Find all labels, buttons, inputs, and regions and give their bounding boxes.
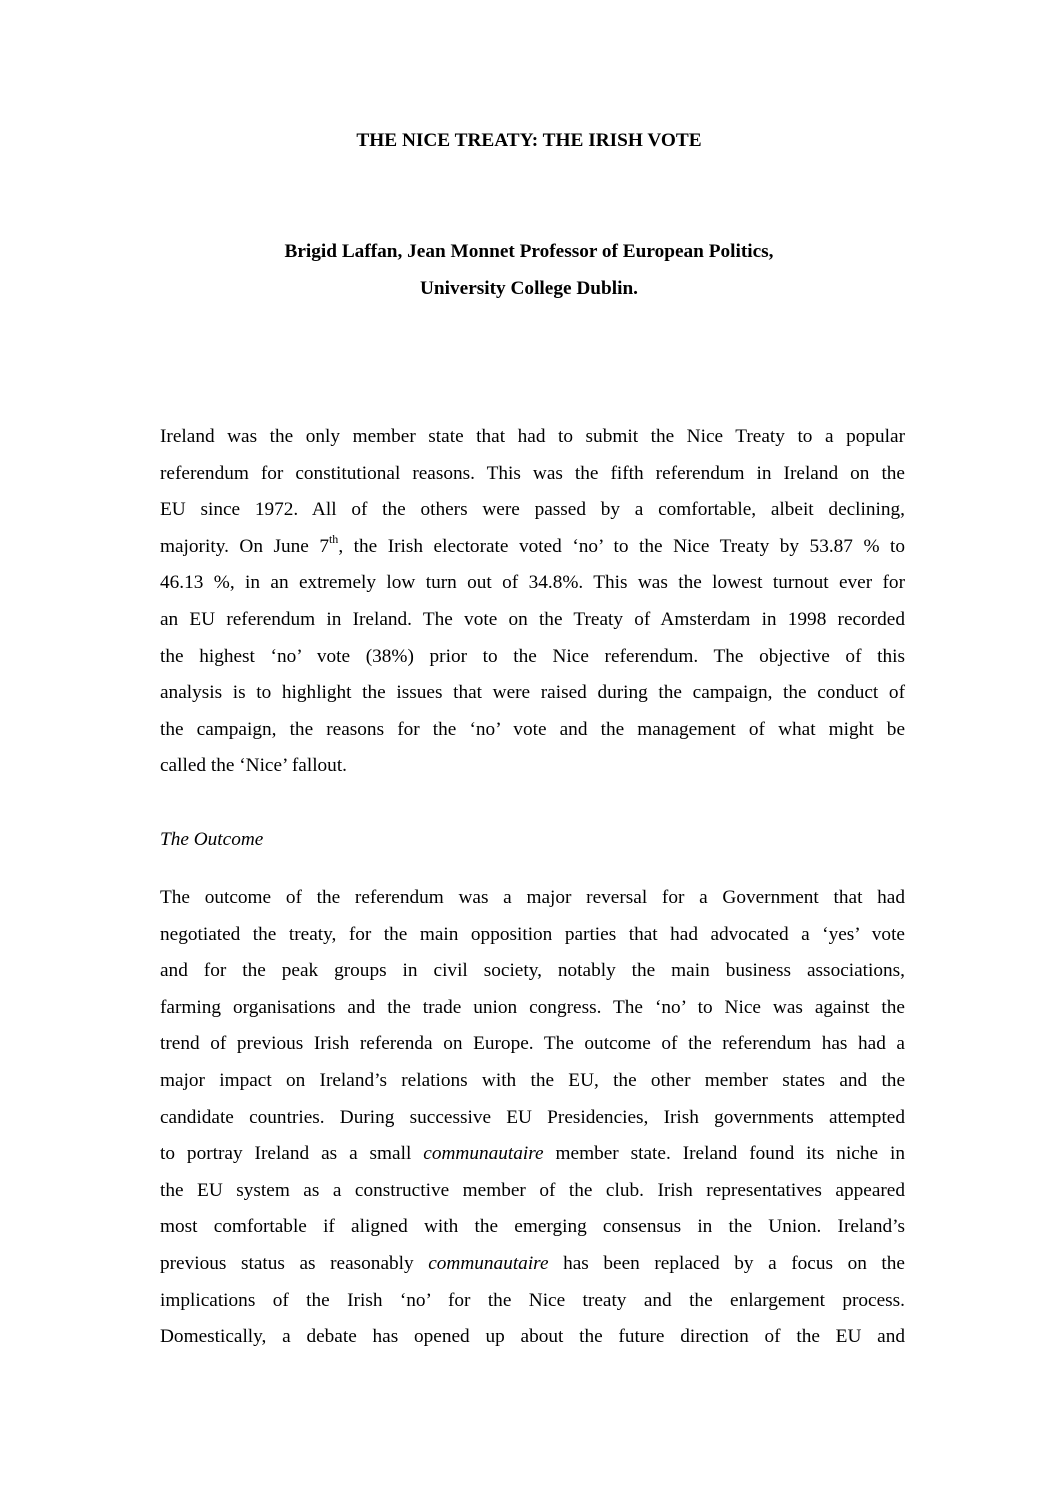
author-line-1: Brigid Laffan, Jean Monnet Professor of European Politics, <box>284 241 774 262</box>
text-segment: previous status as reasonably <box>160 1252 429 1274</box>
text-line <box>160 1026 905 1063</box>
text-segment: 46.13 %, in an extremely low turn out of 34.8%. This was the lowest turnout ever for <box>160 572 905 594</box>
text-segment: The outcome of the referendum was a major reversal for a Government that had <box>160 887 905 908</box>
text-segment: the highest ‘no’ vote (38%) prior to the Nice referendum. The objective of this <box>160 645 905 667</box>
text-line <box>160 990 905 1027</box>
text-segment: communautaire <box>423 1143 544 1165</box>
text-segment: negotiated the treaty, for the main opposition parties that had advocated a ‘yes’ vote <box>160 923 905 945</box>
text-segment: and for the peak groups in civil society, notably the main business associations, <box>160 960 905 982</box>
text-segment: trend of previous Irish referenda on Europe. The outcome of the referendum has had a <box>160 1033 905 1055</box>
text-segment: major impact on Ireland’s relations with the EU, the other member states and the <box>160 1069 905 1091</box>
text-line <box>160 880 905 917</box>
text-segment: to portray Ireland as a small <box>160 1143 424 1165</box>
text-segment: communautaire <box>428 1252 549 1274</box>
text-segment: Domestically, a debate has opened up about the future direction of the EU and <box>160 1326 905 1348</box>
text-line <box>160 419 905 456</box>
text-line <box>160 953 905 990</box>
text-line <box>160 1100 905 1137</box>
text-line <box>160 492 905 529</box>
paragraph-outcome <box>160 880 905 1356</box>
text-line <box>160 1319 905 1356</box>
text-segment: farming organisations and the trade union congress. The ‘no’ to Nice was against the <box>160 996 905 1018</box>
text-line <box>160 1136 905 1173</box>
text-line <box>160 1283 905 1320</box>
text-line <box>160 602 905 639</box>
text-segment: an EU referendum in Ireland. The vote on the Treaty of Amsterdam in 1998 recorded <box>160 608 905 630</box>
paragraph-intro <box>160 419 905 785</box>
text-segment: the campaign, the reasons for the ‘no’ vote and the management of what might be <box>160 718 905 740</box>
text-segment: the EU system as a constructive member of the club. Irish representatives appeared <box>160 1179 905 1201</box>
text-line <box>160 1246 905 1283</box>
text-segment: called the ‘Nice’ fallout. <box>160 755 348 777</box>
text-line <box>160 639 905 676</box>
text-segment: has been replaced by a focus on the <box>548 1252 905 1274</box>
text-segment: most comfortable if aligned with the emerging consensus in the Union. Ireland’s <box>160 1216 905 1238</box>
text-segment: th <box>328 531 339 546</box>
text-line <box>160 1209 905 1246</box>
text-segment: implications of the Irish ‘no’ for the Nice treaty and the enlargement process. <box>160 1289 905 1311</box>
text-line <box>160 917 905 954</box>
text-segment: referendum for constitutional reasons. This was the fifth referendum in Ireland on the <box>160 462 905 484</box>
text-line <box>160 565 905 602</box>
text-segment: member state. Ireland found its niche in <box>543 1143 905 1165</box>
text-segment: candidate countries. During successive EU Presidencies, Irish governments attempted <box>160 1106 905 1128</box>
text-line <box>160 529 905 566</box>
text-segment: , the Irish electorate voted ‘no’ to the Nice Treaty by 53.87 % to <box>338 535 906 557</box>
text-line <box>160 675 905 712</box>
text-line <box>160 456 905 493</box>
text-line <box>160 748 905 785</box>
text-segment: majority. On June 7 <box>160 535 329 557</box>
text-line <box>160 712 905 749</box>
text-line <box>160 1063 905 1100</box>
text-line <box>160 1173 905 1210</box>
text-segment: EU since 1972. All of the others were passed by a comfortable, albeit declining, <box>160 499 905 521</box>
section-heading: The Outcome <box>160 829 264 850</box>
document-title: THE NICE TREATY: THE IRISH VOTE <box>356 130 702 151</box>
author-line-2: University College Dublin. <box>420 278 638 299</box>
text-segment: analysis is to highlight the issues that were raised during the campaign, the conduct of <box>160 682 905 704</box>
text-segment: Ireland was the only member state that had to submit the Nice Treaty to a popular <box>160 426 905 447</box>
